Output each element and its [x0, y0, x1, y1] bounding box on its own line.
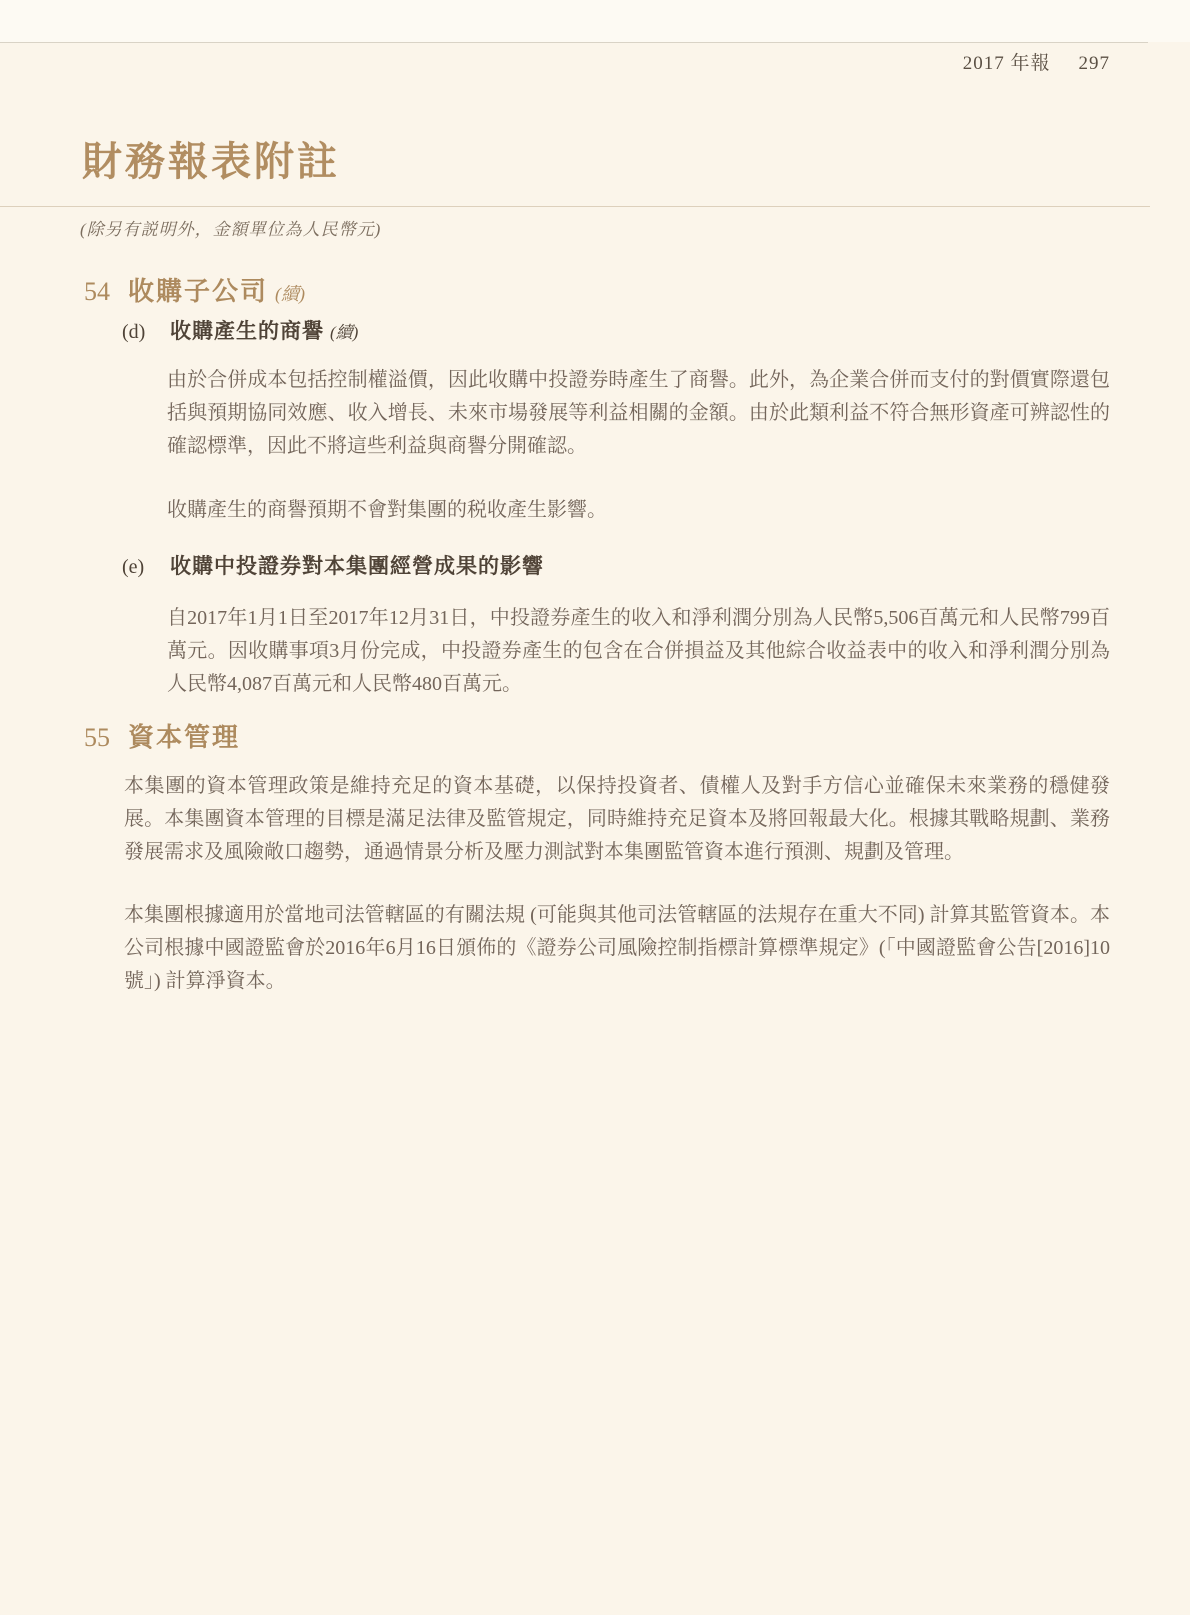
- section-55-title: 資本管理: [128, 723, 241, 752]
- section-54-title: 收購子公司: [128, 277, 269, 306]
- page-number: 297: [1078, 53, 1110, 74]
- paragraph-capital-management-2: 本集團根據適用於當地司法管轄區的有關法規 (可能與其他司法管轄區的法規存在重大不同) 計算其監管資本。本公司根據中國證監會於2016年6月16日頒佈的《證券公司風險控制指標計算標準規定》(「中國證監會公告[2016]10號」) 計算淨資本。: [124, 904, 1110, 992]
- header-rule: [0, 42, 1148, 43]
- document-title: 財務報表附註: [82, 139, 340, 184]
- subsection-d-title: 收購產生的商譽: [170, 319, 324, 343]
- paragraph-operating-results: 自2017年1月1日至2017年12月31日，中投證券產生的收入和淨利潤分別為人民幣5,506百萬元和人民幣799百萬元。因收購事項3月份完成，中投證券產生的包含在合併損益及其他綜合收益表中的收入和淨利潤分別為人民幣4,087百萬元和人民幣480百萬元。: [167, 607, 1110, 695]
- subsection-e-title: 收購中投證券對本集團經營成果的影響: [170, 554, 544, 578]
- section-54-heading: [84, 276, 305, 307]
- section-55-heading: [84, 722, 240, 753]
- page-header: [963, 48, 1110, 75]
- section-55-number: 55: [84, 723, 110, 752]
- paragraph-goodwill-2: 收購產生的商譽預期不會對集團的税收產生影響。: [167, 499, 607, 521]
- section-54-number: 54: [84, 277, 110, 306]
- subsection-d-heading: [122, 319, 358, 344]
- section-54-continued-label: (續): [275, 284, 306, 304]
- subsection-d-continued-label: (續): [330, 323, 359, 342]
- paragraph-capital-management-1: 本集團的資本管理政策是維持充足的資本基礎，以保持投資者、債權人及對手方信心並確保未來業務的穩健發展。本集團資本管理的目標是滿足法律及監管規定，同時維持充足資本及將回報最大化。根據其戰略規劃、業務發展需求及風險敞口趨勢，通過情景分析及壓力測試對本集團監管資本進行預測、規劃及管理。: [124, 775, 1110, 863]
- subsection-e-heading: [122, 554, 544, 579]
- report-year-label: 2017 年報: [962, 53, 1051, 74]
- subsection-d-marker: (d): [122, 321, 146, 343]
- title-rule: [0, 206, 1150, 207]
- currency-note: (除另有説明外，金額單位為人民幣元): [80, 220, 382, 239]
- paragraph-goodwill-1: 由於合併成本包括控制權溢價，因此收購中投證券時產生了商譽。此外，為企業合併而支付的對價實際還包括與預期協同效應、收入增長、未來市場發展等利益相關的金額。由於此類利益不符合無形資產可辨認性的確認標準，因此不將這些利益與商譽分開確認。: [167, 369, 1110, 457]
- subsection-e-marker: (e): [122, 556, 145, 578]
